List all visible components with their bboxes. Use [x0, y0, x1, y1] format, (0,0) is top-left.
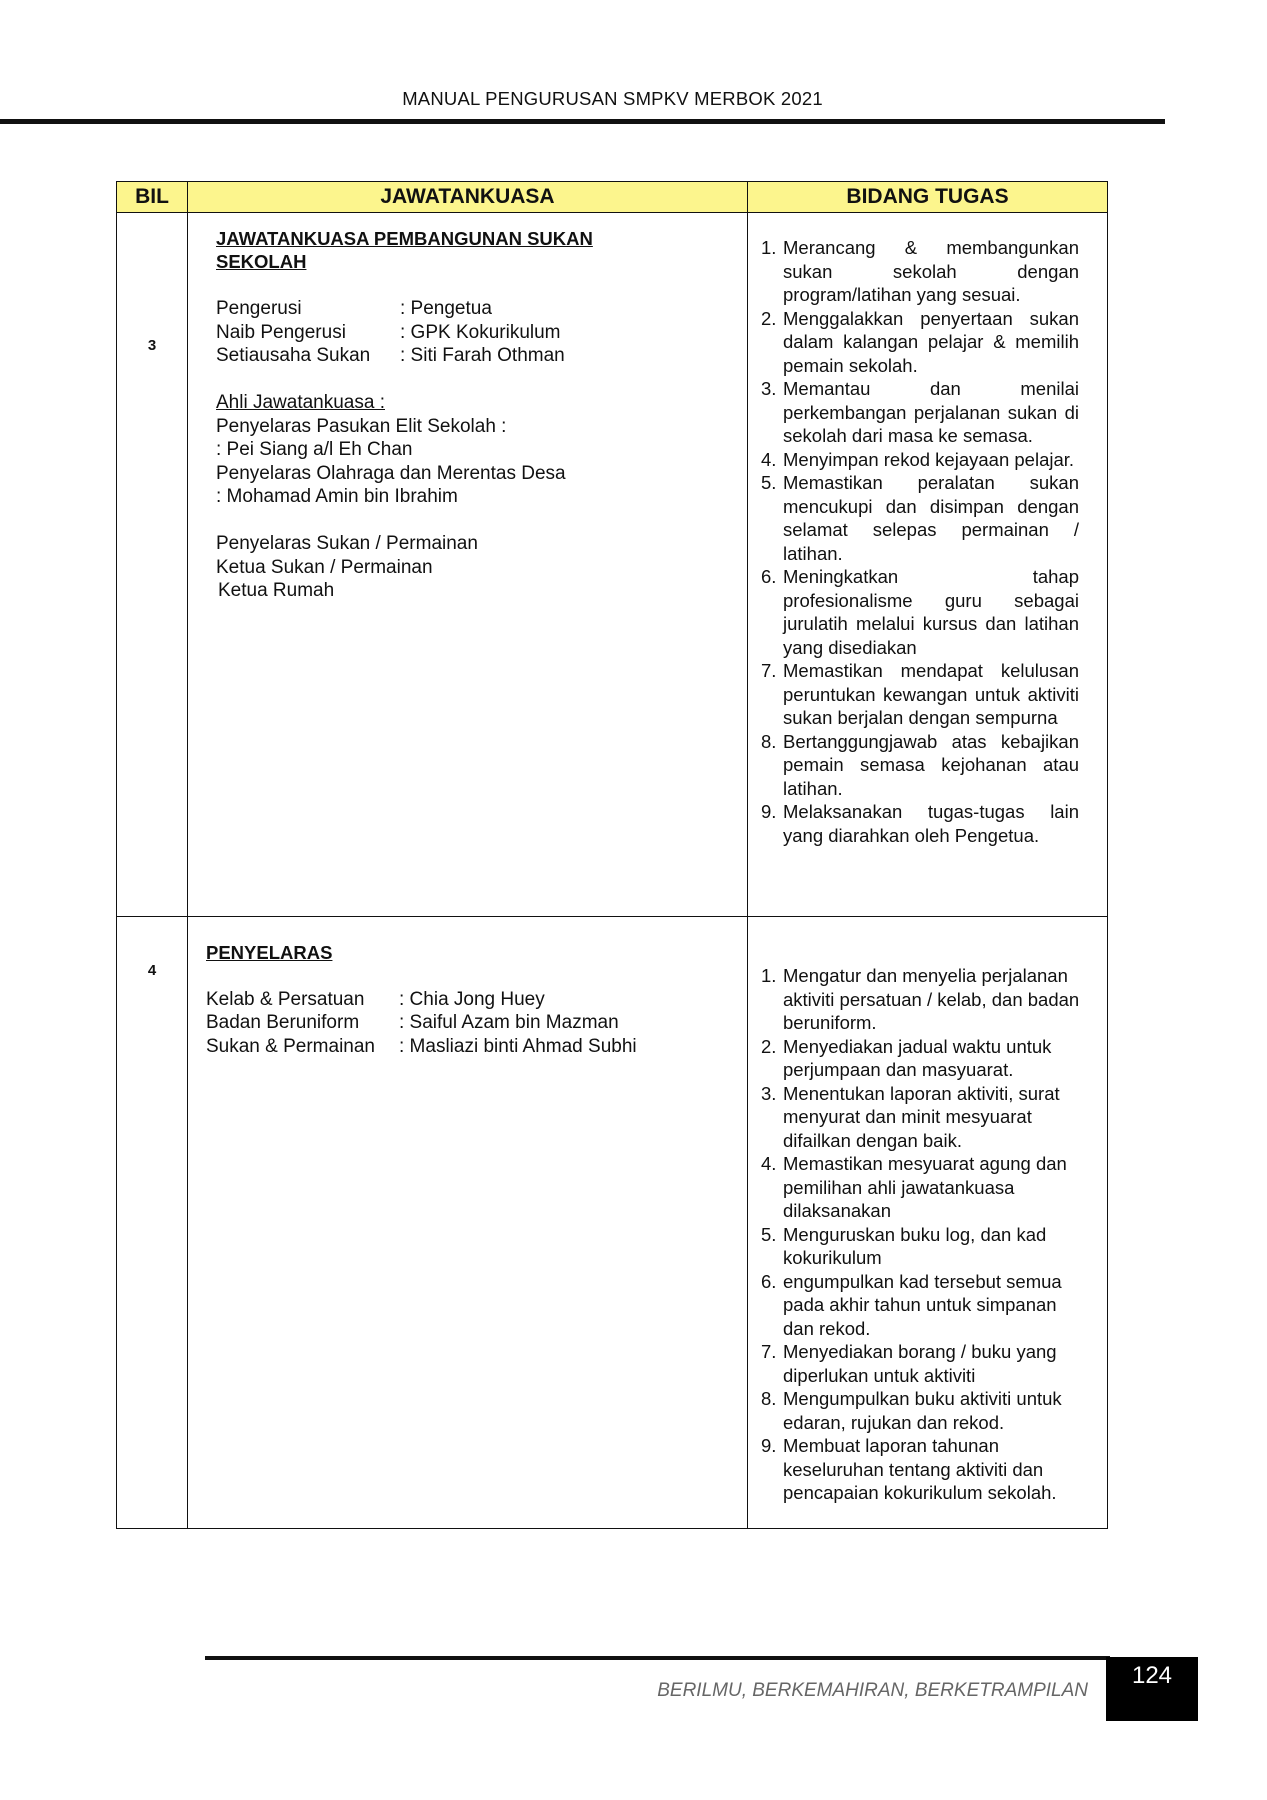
duty-item: 7. Menyediakan borang / buku yang diperlukan untuk aktiviti — [761, 1341, 1057, 1386]
row-number-cell — [117, 917, 188, 1529]
officer-line: Naib Pengerusi : GPK Kokurikulum — [216, 321, 561, 343]
duty-item: 4. Memastikan mesyuarat agung dan pemilihan ahli jawatankuasa dilaksanakan — [761, 1153, 1067, 1221]
duty-item: 2. Menyediakan jadual waktu untuk perjumpaan dan masyuarat. — [761, 1035, 1052, 1080]
duty-item: 9. Membuat laporan tahunan keseluruhan tentang aktiviti dan pencapaian kokurikulum sekolah. — [761, 1435, 1057, 1503]
duty-item: 5. Menguruskan buku log, dan kad kokurikulum — [761, 1223, 1047, 1268]
header-rule — [0, 119, 1165, 124]
member-line: : Pei Siang a/l Eh Chan — [216, 439, 413, 460]
committee-cell — [188, 917, 748, 1529]
duties-cell — [748, 213, 1108, 917]
duty-item: 4. Menyimpan rekod kejayaan pelajar. — [761, 448, 1075, 470]
page-header-title: MANUAL PENGURUSAN SMPKV MERBOK 2021 — [402, 88, 823, 109]
row-number-cell — [117, 213, 188, 917]
column-header-bidang-tugas: BIDANG TUGAS — [748, 182, 1108, 213]
other-line: Penyelaras Sukan / Permainan — [216, 533, 478, 554]
other-line: Ketua Sukan / Permainan — [216, 556, 433, 578]
duty-item: 3. Memantau dan menilai perkembangan perjalanan sukan di sekolah dari masa ke semasa. — [761, 378, 1079, 446]
table-row — [117, 917, 1108, 1529]
duty-item: 7. Memastikan mendapat kelulusan peruntukan kewangan untuk aktiviti sukan berjalan dengan sempurna — [761, 660, 1079, 728]
committee-title: PENYELARAS — [206, 942, 333, 963]
member-line: Penyelaras Olahraga dan Merentas Desa — [216, 462, 566, 484]
officer-line: Badan Beruniform : Saiful Azam bin Mazman — [206, 1012, 619, 1033]
ahli-heading: Ahli Jawatankuasa : — [216, 392, 385, 413]
duty-item: 2. Menggalakkan penyertaan sukan dalam kalangan pelajar & memilih pemain sekolah. — [761, 307, 1079, 376]
footer-rule — [205, 1656, 1110, 1660]
officer-line: Kelab & Persatuan : Chia Jong Huey — [206, 988, 545, 1010]
member-line: Penyelaras Pasukan Elit Sekolah : — [216, 415, 507, 437]
duty-item: 9. Melaksanakan tugas-tugas lain yang diarahkan oleh Pengetua. — [761, 801, 1079, 846]
officer-line: Sukan & Permainan : Masliazi binti Ahmad Subhi — [206, 1035, 637, 1057]
officer-line: Pengerusi : Pengetua — [216, 298, 492, 319]
duties-list — [748, 236, 1079, 847]
duty-item: 5. Memastikan peralatan sukan mencukupi dan disimpan dengan selamat selepas permainan / latihan. — [761, 472, 1079, 564]
column-header-jawatankuasa: JAWATANKUASA — [188, 182, 748, 213]
duty-item: 1. Merancang & membangunkan sukan sekolah dengan program/latihan yang sesuai. — [761, 237, 1079, 305]
committee-title: JAWATANKUASA PEMBANGUNAN SUKAN SEKOLAH — [216, 228, 593, 272]
duties-table — [116, 181, 1108, 1529]
duty-item: 8. Mengumpulkan buku aktiviti untuk edaran, rujukan dan rekod. — [761, 1388, 1062, 1433]
page-number: 124 — [1106, 1657, 1198, 1721]
duty-item: 8. Bertanggungjawab atas kebajikan pemain semasa kejohanan atau latihan. — [761, 730, 1079, 799]
other-line: Ketua Rumah — [218, 580, 335, 601]
row-number: 3 — [147, 337, 157, 354]
member-line: : Mohamad Amin bin Ibrahim — [216, 486, 458, 507]
duties-cell — [748, 917, 1108, 1529]
footer-motto: BERILMU, BERKEMAHIRAN, BERKETRAMPILAN — [657, 1680, 1088, 1701]
officer-line: Setiausaha Sukan : Siti Farah Othman — [216, 345, 565, 366]
duty-item: 6. Meningkatkan tahap profesionalisme guru sebagai jurulatih melalui kursus dan latihan yang disediakan — [761, 566, 1079, 658]
row-number: 4 — [147, 962, 157, 979]
duties-list — [748, 964, 1089, 1505]
duty-item: 6. engumpulkan kad tersebut semua pada akhir tahun untuk simpanan dan rekod. — [761, 1270, 1062, 1339]
duty-item: 1. Mengatur dan menyelia perjalanan aktiviti persatuan / kelab, dan badan beruniform. — [761, 965, 1080, 1033]
column-header-bil: BIL — [117, 182, 188, 213]
duty-item: 3. Menentukan laporan aktiviti, surat menyurat dan minit mesyuarat difailkan dengan baik. — [761, 1082, 1060, 1151]
table-row — [117, 213, 1108, 917]
table-header-row — [117, 182, 1108, 213]
committee-cell — [188, 213, 748, 917]
